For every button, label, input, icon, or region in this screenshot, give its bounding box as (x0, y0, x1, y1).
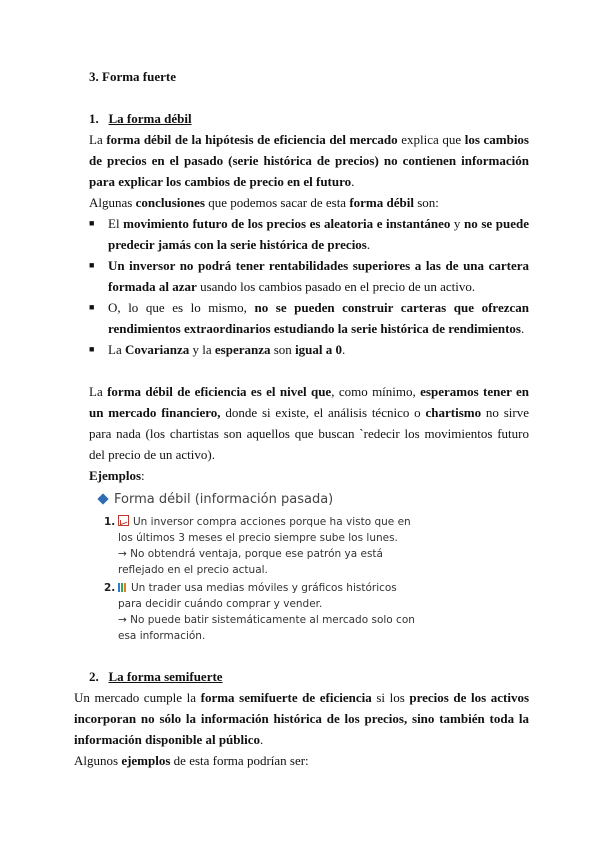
text-run: y la (189, 342, 215, 357)
diamond-icon (97, 493, 108, 504)
bold-text: forma semifuerte de eficiencia (200, 690, 372, 705)
text-run: y (450, 216, 465, 231)
level-paragraph (89, 381, 529, 465)
text-run: Un mercado cumple la (74, 690, 201, 705)
text-run: . (351, 174, 355, 189)
bold-text: precios de los activos incorporan no sólo la información histórica de los precios, sino también toda la información disponible al público (74, 690, 530, 747)
text-run: Algunas (89, 195, 136, 210)
text-run: no sirve para nada (los chartistas son aquellos que buscan `redecir los movimientos futuro del precio de un activo). (89, 405, 529, 462)
screenshot-item-number: 1. (104, 516, 116, 528)
bullet-icon: ■ (89, 218, 95, 228)
text-run: . (260, 732, 264, 747)
bold-text: forma débil de eficiencia es el nivel que (107, 384, 332, 399)
screenshot-item-note: → No obtendrá ventaja, porque ese patrón ya está reflejado en el precio actual. (118, 548, 383, 576)
bold-text: no se pueden construir carteras que ofrezcan rendimientos extraordinarios estudiando la serie histórica de rendimientos (108, 300, 529, 336)
screenshot-title (96, 492, 333, 508)
text-run: son (270, 342, 296, 357)
text-run: explica que (397, 132, 465, 147)
section2-examples-line (74, 750, 529, 771)
screenshot-item-body (118, 580, 418, 644)
conclusions-line (89, 192, 439, 213)
bold-text: los cambios de precios en el pasado (serie histórica de precios) no contienen información para explicar los cambios de precio en el futuro (89, 132, 529, 189)
bold-text: no se puede predecir jamás con la serie histórica de precios (108, 216, 529, 252)
text-run: , como mínimo, (331, 384, 421, 399)
text-run: usando los cambios pasado en el precio de un activo. (196, 279, 476, 294)
section2-heading-text: La forma semifuerte (108, 669, 223, 684)
text-run: La (89, 132, 107, 147)
text-run: de esta forma podrían ser: (170, 753, 309, 768)
screenshot-item-text: Un trader usa medias móviles y gráficos históricos para decidir cuándo comprar y vender. (118, 582, 397, 610)
bold-text: forma débil de la hipótesis de eficiencia del mercado (106, 132, 398, 147)
section2-intro (74, 687, 529, 750)
screenshot-item-body (118, 514, 418, 578)
text-run: La (108, 342, 125, 357)
section1-intro (89, 129, 529, 192)
chart-icon (118, 515, 129, 526)
examples-screenshot (96, 490, 426, 650)
screenshot-item-number: 2. (104, 582, 116, 594)
bullet-text (108, 297, 529, 339)
bold-text: chartismo (425, 405, 482, 420)
bullet-icon: ■ (89, 302, 95, 312)
text-run: O, lo que es lo mismo, (108, 300, 255, 315)
text-run: Algunos (74, 753, 122, 768)
bold-text: conclusiones (135, 195, 205, 210)
bold-text: Covarianza (124, 342, 190, 357)
section1-heading (89, 108, 192, 129)
bold-text: movimiento futuro de los precios es aleatoria e instantáneo (123, 216, 451, 231)
bold-text: esperamos tener en un mercado financiero, (89, 384, 529, 420)
bold-text: forma débil (349, 195, 414, 210)
bullet-icon: ■ (89, 344, 95, 354)
bullet-text (108, 255, 529, 297)
section2-heading-number: 2. (89, 669, 99, 684)
screenshot-item-note: → No puede batir sistemáticamente al mercado solo con esa información. (118, 614, 415, 642)
text-run: son: (413, 195, 439, 210)
examples-label (89, 465, 145, 486)
section2-heading (89, 666, 223, 687)
text-run: . (342, 342, 346, 357)
section1-heading-text: La forma débil (108, 111, 192, 126)
text-run: La (89, 384, 108, 399)
bold-text: esperanza (214, 342, 271, 357)
section1-heading-number: 1. (89, 111, 99, 126)
text-run: El (108, 216, 124, 231)
examples-label-text: Ejemplos (89, 468, 141, 483)
text-run: . (520, 321, 525, 336)
bold-text: Un inversor no podrá tener rentabilidades superiores a las de una cartera formada al azar (108, 258, 529, 294)
bold-text: ejemplos (121, 753, 171, 768)
examples-colon: : (141, 468, 145, 483)
bold-text: igual a 0 (295, 342, 343, 357)
bullet-icon: ■ (89, 260, 95, 270)
screenshot-title-text: Forma débil (información pasada) (114, 492, 334, 507)
text-run: . (366, 237, 371, 252)
screenshot-item-text: Un inversor compra acciones porque ha visto que en los últimos 3 meses el precio siempre sube los lunes. (118, 516, 411, 544)
bullet-text (108, 213, 529, 255)
text-run: si los (371, 690, 410, 705)
bullet-text (108, 339, 529, 360)
text-run: donde si existe, el análisis técnico o (220, 405, 426, 420)
bar-chart-icon (118, 583, 127, 592)
text-run: que podemos sacar de esta (204, 195, 350, 210)
heading-forma-fuerte: 3. Forma fuerte (89, 69, 176, 84)
